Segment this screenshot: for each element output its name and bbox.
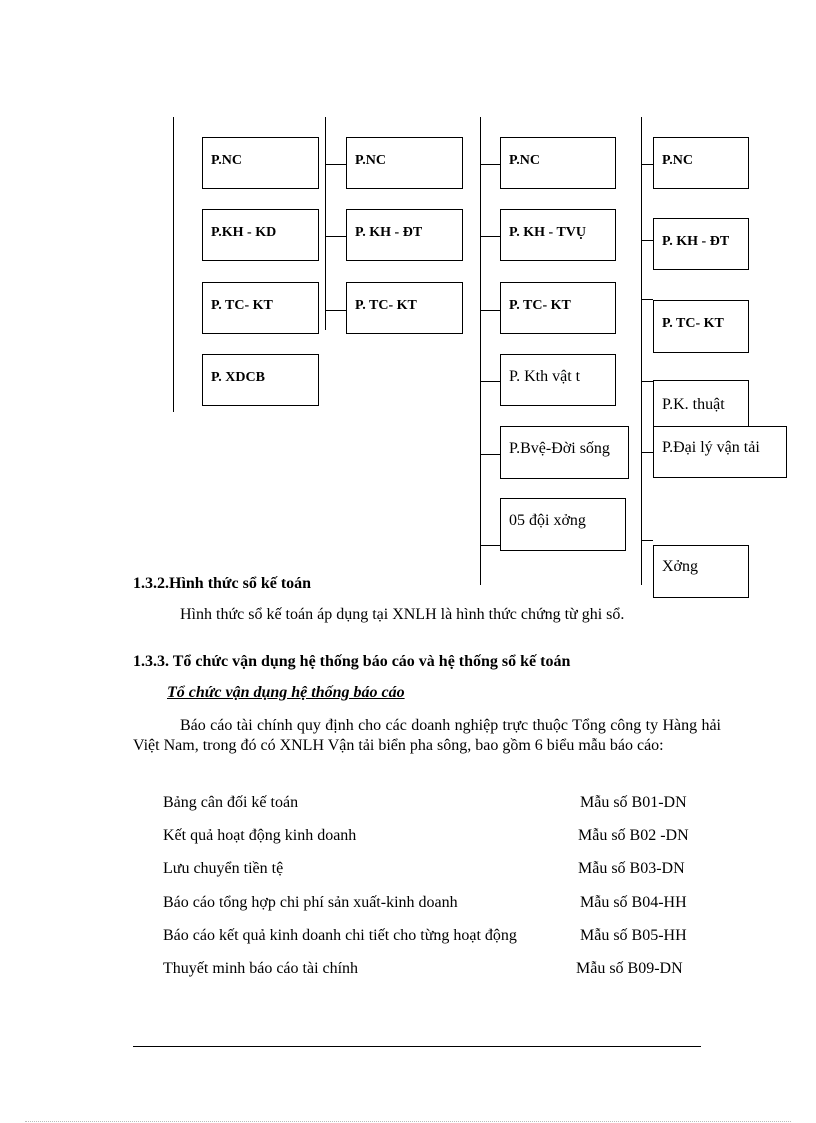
section-133-paragraph: Báo cáo tài chính quy định cho các doanh nghiệp trực thuộc Tổng công ty Hàng hải Việt Nam, trong đó có XNLH Vận tải biển pha sông, bao gồm 6 biểu mẫu báo cáo: [133, 717, 721, 754]
col3-box-4: P. Kth vật t [500, 354, 616, 406]
section-132-text: Hình thức sổ kế toán áp dụng tại XNLH là hình thức chứng từ ghi sổ. [180, 606, 625, 623]
col4-box-3: P. TC- KT [653, 300, 749, 353]
col1-box-2: P.KH - KD [202, 209, 319, 261]
col4-connector-4 [641, 381, 653, 382]
report-row [163, 794, 723, 814]
footer-rule [133, 1046, 701, 1047]
col4-connector-5 [641, 452, 653, 453]
page-bottom-dotted-border [25, 1121, 791, 1122]
report-row [163, 894, 723, 914]
col2-connector-3 [325, 310, 346, 311]
col2-box-1: P.NC [346, 137, 463, 189]
col2-vertical-line [325, 117, 326, 330]
report-code: Mẫu số B02 -DN [578, 827, 689, 844]
col3-box-2: P. KH - TVỤ [500, 209, 616, 261]
report-name: Thuyết minh báo cáo tài chính [163, 960, 359, 977]
col2-box-3: P. TC- KT [346, 282, 463, 334]
col1-box-1: P.NC [202, 137, 319, 189]
section-133-heading: 1.3.3. Tổ chức vận dụng hệ thống báo cáo và hệ thống sổ kế toán [133, 653, 571, 670]
col3-connector-3 [480, 310, 500, 311]
report-code: Mẫu số B05-HH [580, 927, 687, 944]
col3-box-5: P.Bvệ-Đời sống [500, 426, 629, 479]
report-name: Lưu chuyển tiền tệ [163, 860, 284, 877]
col2-connector-2 [325, 236, 346, 237]
col4-connector-1 [641, 164, 653, 165]
report-name: Báo cáo tổng hợp chi phí sản xuất-kinh doanh [163, 894, 458, 911]
col4-connector-6 [641, 540, 653, 541]
col4-box-2: P. KH - ĐT [653, 218, 749, 270]
col4-vertical-line [641, 117, 642, 585]
report-row [163, 860, 723, 880]
col1-box-3: P. TC- KT [202, 282, 319, 334]
report-code: Mẫu số B01-DN [580, 794, 687, 811]
report-code: Mẫu số B03-DN [578, 860, 685, 877]
col3-box-3: P. TC- KT [500, 282, 616, 334]
section-132-heading: 1.3.2.Hình thức sổ kế toán [133, 575, 312, 592]
col3-box-6: 05 đội xởng [500, 498, 626, 551]
col3-box-1: P.NC [500, 137, 616, 189]
col2-box-2: P. KH - ĐT [346, 209, 463, 261]
report-name: Báo cáo kết quả kinh doanh chi tiết cho từng hoạt động [163, 927, 517, 944]
col4-connector-2 [641, 240, 653, 241]
col3-connector-2 [480, 236, 500, 237]
col4-box-4: P.K. thuật [653, 380, 749, 430]
col4-connector-3 [641, 299, 653, 300]
col3-connector-5 [480, 454, 500, 455]
report-name: Kết quả hoạt động kinh doanh [163, 827, 357, 844]
col4-box-1: P.NC [653, 137, 749, 189]
col3-connector-6 [480, 545, 500, 546]
col1-vertical-line [173, 117, 174, 412]
col3-connector-1 [480, 164, 500, 165]
col4-box-5: P.Đại lý vận tải [653, 426, 787, 478]
col3-vertical-line [480, 117, 481, 585]
report-code: Mẫu số B09-DN [576, 960, 683, 977]
col2-connector-1 [325, 164, 346, 165]
col3-connector-4 [480, 381, 500, 382]
col1-box-4: P. XDCB [202, 354, 319, 406]
section-133-subheading: Tổ chức vận dụng hệ thống báo cáo [167, 684, 405, 701]
report-code: Mẫu số B04-HH [580, 894, 687, 911]
report-row [163, 927, 723, 947]
report-row [163, 827, 723, 847]
report-name: Bảng cân đối kế toán [163, 794, 299, 811]
report-row [163, 960, 723, 980]
col4-box-6: Xởng [653, 545, 749, 598]
